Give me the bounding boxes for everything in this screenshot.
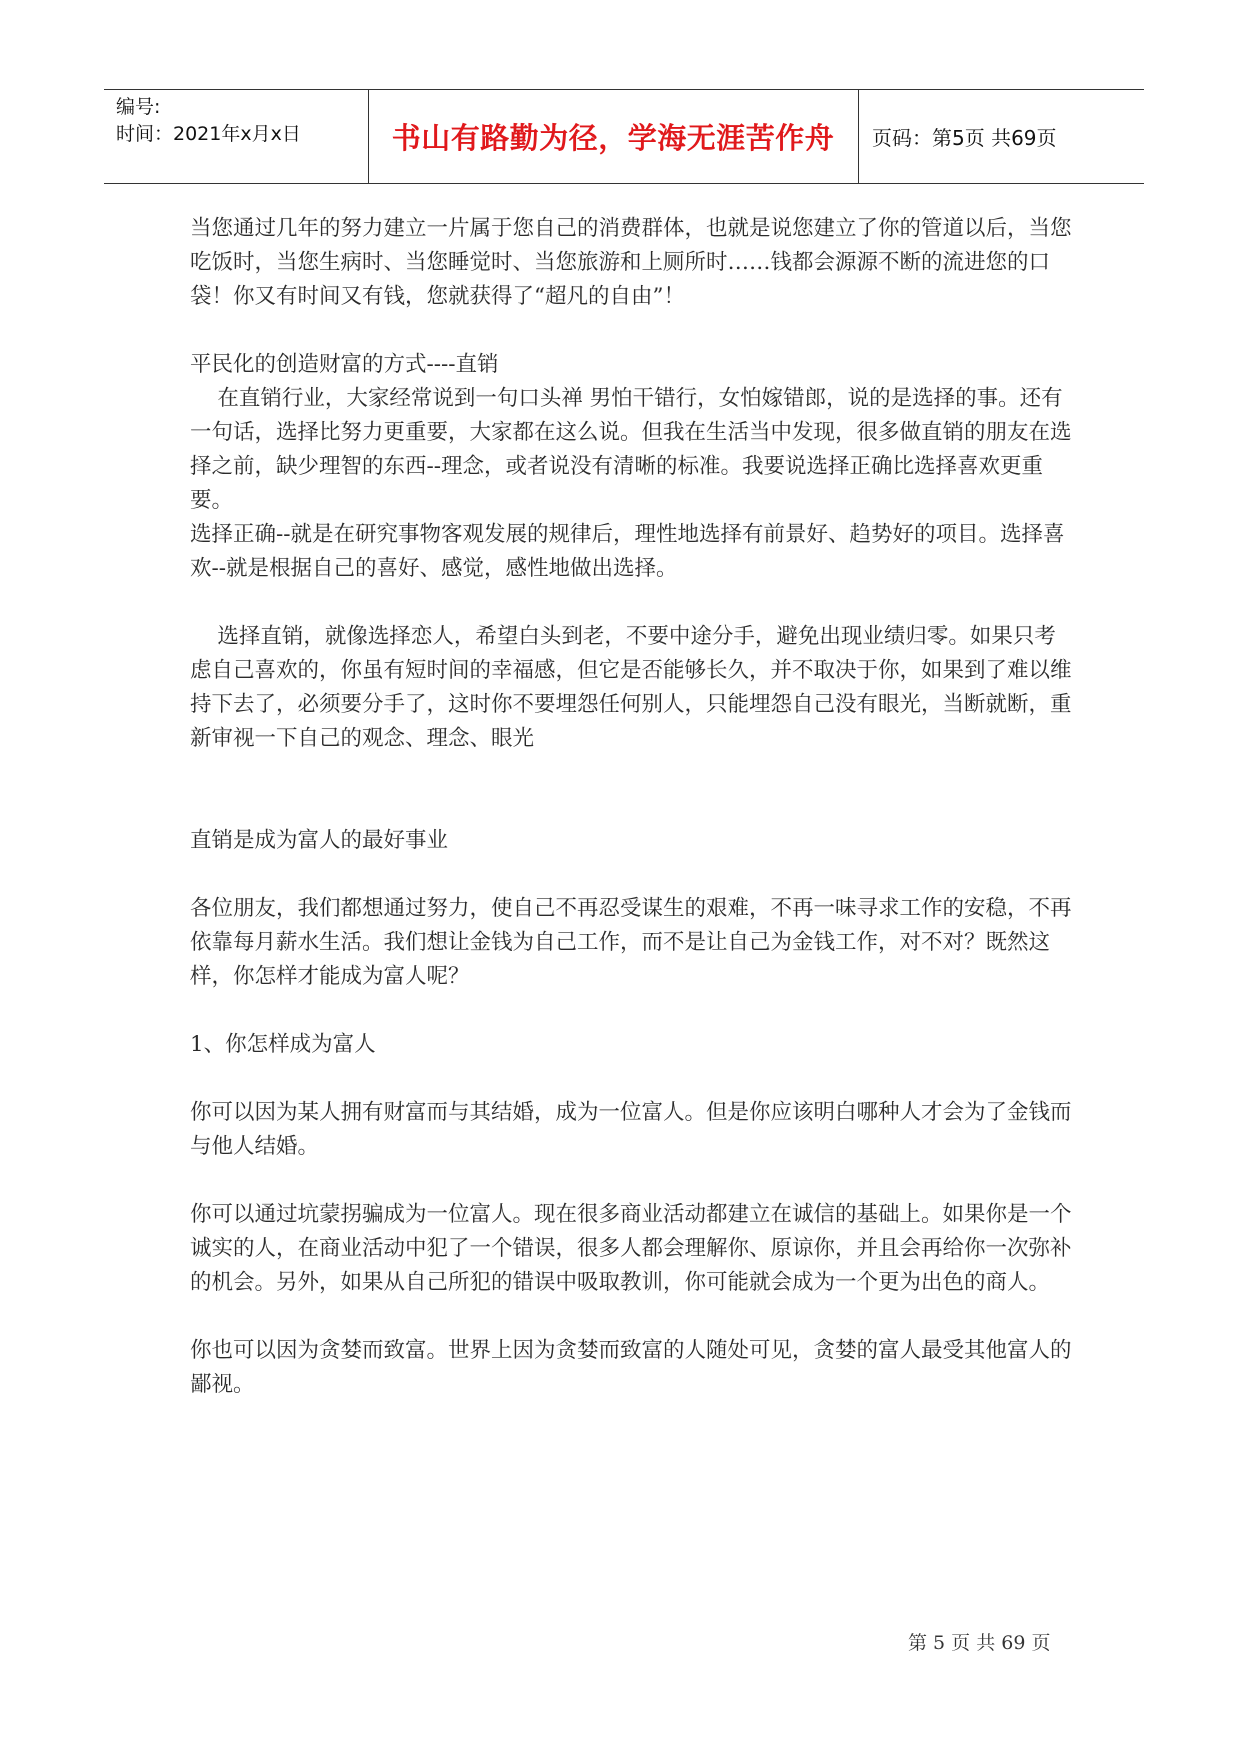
- header-meta: [116, 94, 368, 148]
- header-motto: 书山有路勤为径，学海无涯苦作舟: [391, 121, 835, 155]
- blank-line: [190, 756, 1075, 790]
- paragraph: 选择正确--就是在研究事物客观发展的规律后，理性地选择有前景好、趋势好的项目。选择喜欢--就是根据自己的喜好、感觉，感性地做出选择。: [190, 522, 1065, 581]
- page-header: [104, 89, 1144, 184]
- paragraph: 在直销行业，大家经常说到一句口头禅 男怕干错行，女怕嫁错郎，说的是选择的事。还有一句话，选择比努力更重要，大家都在这么说。但我在生活当中发现，很多做直销的朋友在选择之前，缺少理智的东西--理念，或者说没有清晰的标准。我要说选择正确比选择喜欢更重要。: [190, 386, 1072, 513]
- blank-line: [190, 994, 1075, 1028]
- blank-line: [190, 314, 1075, 348]
- document-time: 时间：2021年x月x日: [116, 123, 301, 145]
- paragraph: 各位朋友，我们都想通过努力，使自己不再忍受谋生的艰难，不再一味寻求工作的安稳，不再依靠每月薪水生活。我们想让金钱为自己工作，而不是让自己为金钱工作，对不对？既然这样，你怎样才能成为富人呢？: [190, 896, 1072, 989]
- paragraph: 选择直销，就像选择恋人，希望白头到老，不要中途分手，避免出现业绩归零。如果只考虑自己喜欢的，你虽有短时间的幸福感，但它是否能够长久，并不取决于你，如果到了难以维持下去了，必须要分手了，这时你不要埋怨任何别人，只能埋怨自己没有眼光，当断就断，重新审视一下自己的观念、理念、眼光: [190, 624, 1072, 751]
- document-number-label: 编号:: [116, 96, 161, 118]
- page-footer: 第 5 页 共 69 页: [908, 1632, 1051, 1654]
- paragraph: 你也可以因为贪婪而致富。世界上因为贪婪而致富的人随处可见，贪婪的富人最受其他富人的鄙视。: [190, 1338, 1072, 1397]
- blank-line: [190, 586, 1075, 620]
- blank-line: [190, 1062, 1075, 1096]
- blank-line: [190, 790, 1075, 824]
- paragraph: 你可以因为某人拥有财富而与其结婚，成为一位富人。但是你应该明白哪种人才会为了金钱而与他人结婚。: [190, 1100, 1072, 1159]
- blank-line: [190, 858, 1075, 892]
- paragraph: 你可以通过坑蒙拐骗成为一位富人。现在很多商业活动都建立在诚信的基础上。如果你是一个诚实的人，在商业活动中犯了一个错误，很多人都会理解你、原谅你，并且会再给你一次弥补的机会。另外，如果从自己所犯的错误中吸取教训，你可能就会成为一个更为出色的商人。: [190, 1202, 1072, 1295]
- section-heading: 平民化的创造财富的方式----直销: [190, 352, 499, 377]
- blank-line: [190, 1164, 1075, 1198]
- section-heading: 直销是成为富人的最好事业: [190, 828, 449, 853]
- blank-line: [190, 1300, 1075, 1334]
- header-divider: [858, 90, 859, 183]
- header-page-number: 页码：第5页 共69页: [872, 126, 1057, 150]
- paragraph: 当您通过几年的努力建立一片属于您自己的消费群体，也就是说您建立了你的管道以后，当您吃饭时，当您生病时、当您睡觉时、当您旅游和上厕所时……钱都会源源不断的流进您的口袋！你又有时间又有钱，您就获得了“超凡的自由”！: [190, 216, 1072, 309]
- section-heading: 1、你怎样成为富人: [190, 1032, 376, 1057]
- header-divider: [368, 90, 369, 183]
- document-body: [190, 212, 1075, 1402]
